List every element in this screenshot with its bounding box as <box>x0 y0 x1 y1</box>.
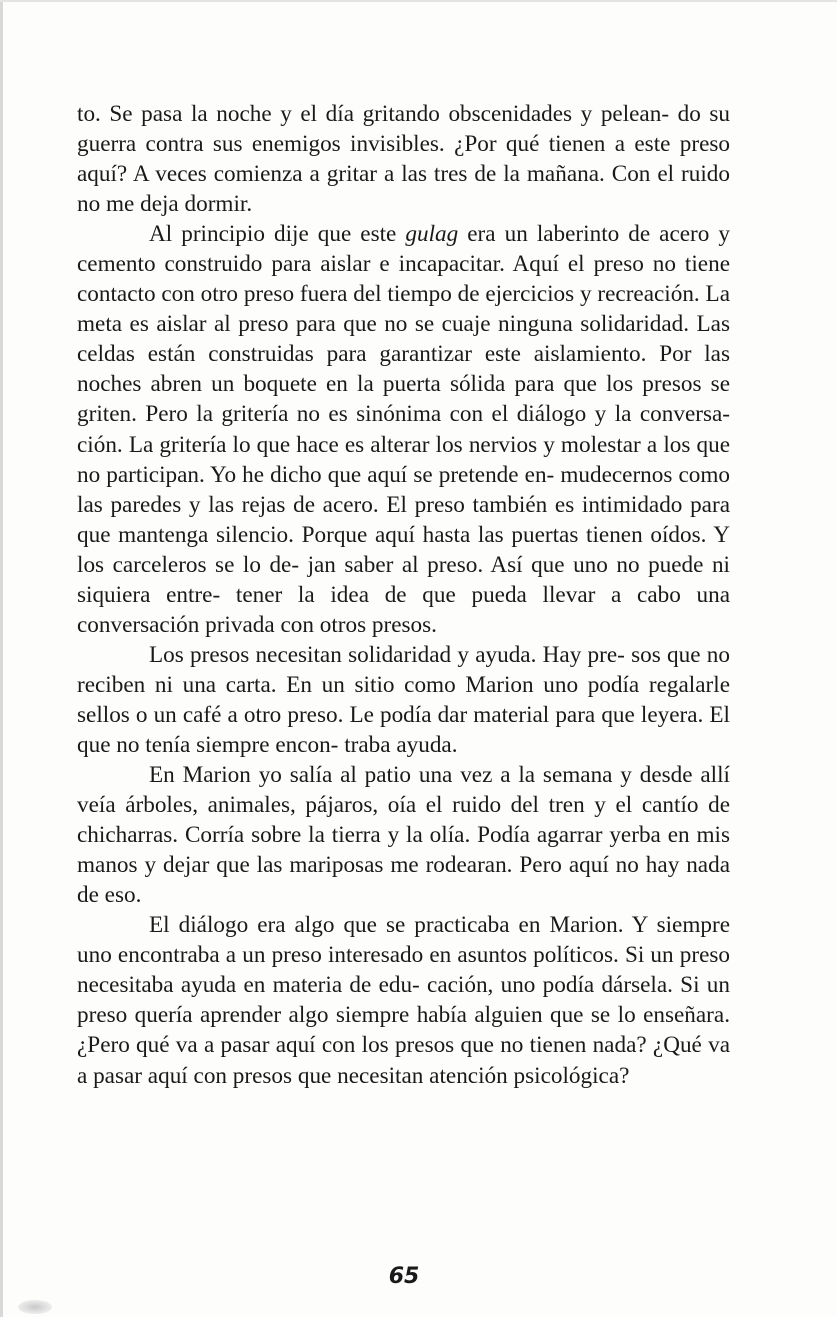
body-text <box>77 99 730 1091</box>
scan-smudge <box>18 1300 52 1314</box>
paragraph-2 <box>77 219 730 640</box>
paragraph-5: El diálogo era algo que se practicaba en Marion. Y siempre uno encontraba a un preso interesado en asuntos políticos. Si un preso necesitaba ayuda en materia de edu- cación, uno podía dársela. Si un preso quería aprender algo siempre había alguien que se lo enseñara. ¿Pero qué va a pasar aquí con los presos que no tienen nada? ¿Qué va a pasar aquí con presos que necesitan atención psicológica? <box>77 912 730 1089</box>
paragraph-4: En Marion yo salía al patio una vez a la semana y desde allí veía árboles, animales, pájaros, oía el ruido del tren y el cantío de chicharras. Corría sobre la tierra y la olía. Podía agarrar yerba en mis manos y dejar que las mariposas me rodearan. Pero aquí no hay nada de eso. <box>77 762 730 909</box>
paragraph-3: Los presos necesitan solidaridad y ayuda. Hay pre- sos que no reciben ni una carta. En un sitio como Marion uno podía regalarle sellos o un café a otro preso. Le podía dar material para que leyera. El que no tenía siempre encon- traba ayuda. <box>77 641 730 758</box>
page-top-edge <box>0 0 837 2</box>
italic-term-gulag: gulag <box>405 221 459 248</box>
page-left-edge <box>0 0 3 1317</box>
paragraph-2-start: Al principio dije que este <box>149 221 406 248</box>
page-number: 65 <box>388 1264 420 1289</box>
paragraph-1: to. Se pasa la noche y el día gritando obscenidades y pelean- do su guerra contra sus enemigos invisibles. ¿Por qué tienen a este preso aquí? A veces comienza a gritar a las tres de la mañana. Con el ruido no me deja dormir. <box>77 101 730 218</box>
paragraph-2-rest: era un laberinto de acero y cemento construido para aislar e incapacitar. Aquí el preso no tiene contacto con otro preso fuera del tiempo de ejercicios y recreación. La meta es aislar al preso para que no se cuaje ninguna solidaridad. Las celdas están construidas para garantizar este aislamiento. Por las noches abren un boquete en la puerta sólida para que los presos se griten. Pero la gritería no es sinónima con el diálogo y la conversa- ción. La gritería lo que hace es alterar los nervios y molestar a los que no participan. Yo he dicho que aquí se pretende en- mudecernos como las paredes y las rejas de acero. El preso también es intimidado para que mantenga silencio. Porque aquí hasta las puertas tienen oídos. Y los carceleros se lo de- jan saber al preso. Así que uno no puede ni siquiera entre- tener la idea de que pueda llevar a cabo una conversación privada con otros presos. <box>77 221 731 638</box>
